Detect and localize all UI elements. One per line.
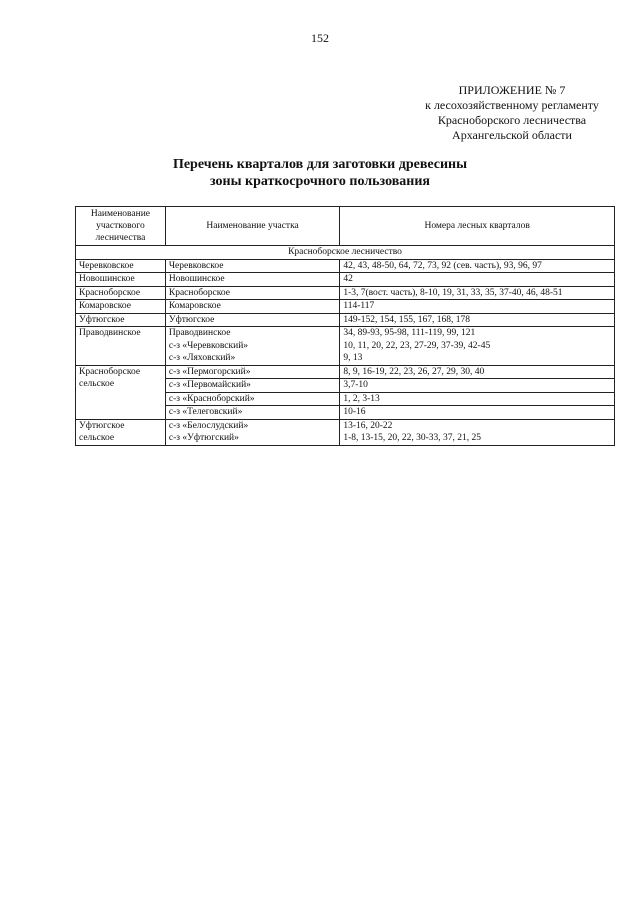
quarters-value: 13-16, 20-22 <box>343 420 393 431</box>
table-row <box>76 300 615 314</box>
appendix-line: Красноборского лесничества <box>437 113 587 127</box>
plot-cell: с-з «Телеговский» <box>165 406 339 420</box>
appendix-heading <box>392 83 632 143</box>
header-forestry: Наименование участкового лесничества <box>76 207 166 246</box>
quarters-cell: 8, 9, 16-19, 22, 23, 26, 27, 29, 30, 40 <box>340 365 615 379</box>
forestry-name-line: Красноборское <box>79 366 141 377</box>
title-line: Перечень кварталов для заготовки древесины <box>172 157 468 172</box>
plot-cell: Уфтюгское <box>165 313 339 327</box>
table-row <box>76 273 615 287</box>
forestry-cell: Праводвинское <box>76 327 166 366</box>
forestry-cell: Красноборское <box>76 286 166 300</box>
table-row <box>76 286 615 300</box>
appendix-line: ПРИЛОЖЕНИЕ № 7 <box>458 83 566 97</box>
forestry-name-line: сельское <box>79 379 115 389</box>
plot-cell: Черевковское <box>165 259 339 273</box>
table-row <box>76 327 615 366</box>
quarters-cell <box>340 419 615 445</box>
quarters-cell: 1-3, 7(вост. часть), 8-10, 19, 31, 33, 35, 37-40, 46, 48-51 <box>340 286 615 300</box>
plot-cell: с-з «Красноборский» <box>165 392 339 406</box>
plot-cell <box>165 419 339 445</box>
quarters-value: 10, 11, 20, 22, 23, 27-29, 37-39, 42-45 <box>343 340 491 351</box>
quarters-value: 9, 13 <box>343 353 363 363</box>
section-row <box>76 246 615 260</box>
header-quarters: Номера лесных кварталов <box>340 207 615 246</box>
plot-name: с-з «Черевковский» <box>168 340 249 351</box>
quarters-cell: 42 <box>340 273 615 287</box>
quarters-cell: 3,7-10 <box>340 379 615 393</box>
plot-name: Праводвинское <box>168 328 231 338</box>
forestry-cell: Новошинское <box>76 273 166 287</box>
plot-cell: Комаровское <box>165 300 339 314</box>
table-header-row <box>76 207 615 246</box>
document-title <box>0 156 640 190</box>
forestry-cell: Черевковское <box>76 259 166 273</box>
quarters-value: 1-8, 13-15, 20, 22, 30-33, 37, 21, 25 <box>343 433 482 443</box>
quarters-cell: 114-117 <box>340 300 615 314</box>
appendix-line: к лесохозяйственному регламенту <box>425 98 599 112</box>
forestry-cell: Комаровское <box>76 300 166 314</box>
forestry-cell <box>76 419 166 445</box>
table-row <box>76 259 615 273</box>
plot-cell: с-з «Первомайский» <box>165 379 339 393</box>
plot-name: с-з «Уфтюгский» <box>168 433 239 443</box>
forestry-name-line: Уфтюгское <box>79 420 125 431</box>
forestry-name-line: сельское <box>79 433 115 443</box>
quarters-cell: 1, 2, 3-13 <box>340 392 615 406</box>
table-row <box>76 419 615 445</box>
quarters-cell: 149-152, 154, 155, 167, 168, 178 <box>340 313 615 327</box>
appendix-line: Архангельской области <box>452 128 572 142</box>
table-row <box>76 365 615 379</box>
plot-cell: Красноборское <box>165 286 339 300</box>
quarters-cell: 10-16 <box>340 406 615 420</box>
header-plot: Наименование участка <box>165 207 339 246</box>
plot-cell <box>165 327 339 366</box>
quarters-table <box>75 206 615 446</box>
title-line: зоны краткосрочного пользования <box>209 174 430 189</box>
table-row <box>76 313 615 327</box>
section-title: Красноборское лесничество <box>76 246 615 260</box>
quarters-cell: 42, 43, 48-50, 64, 72, 73, 92 (сев. часть), 93, 96, 97 <box>340 259 615 273</box>
page-number: 152 <box>311 31 329 45</box>
quarters-value: 34, 89-93, 95-98, 111-119, 99, 121 <box>343 328 476 338</box>
plot-name: с-з «Белослудский» <box>168 420 249 431</box>
forestry-cell <box>76 365 166 419</box>
plot-cell: с-з «Пермогорский» <box>165 365 339 379</box>
forestry-cell: Уфтюгское <box>76 313 166 327</box>
quarters-cell <box>340 327 615 366</box>
plot-name: с-з «Ляховский» <box>168 353 236 363</box>
plot-cell: Новошинское <box>165 273 339 287</box>
